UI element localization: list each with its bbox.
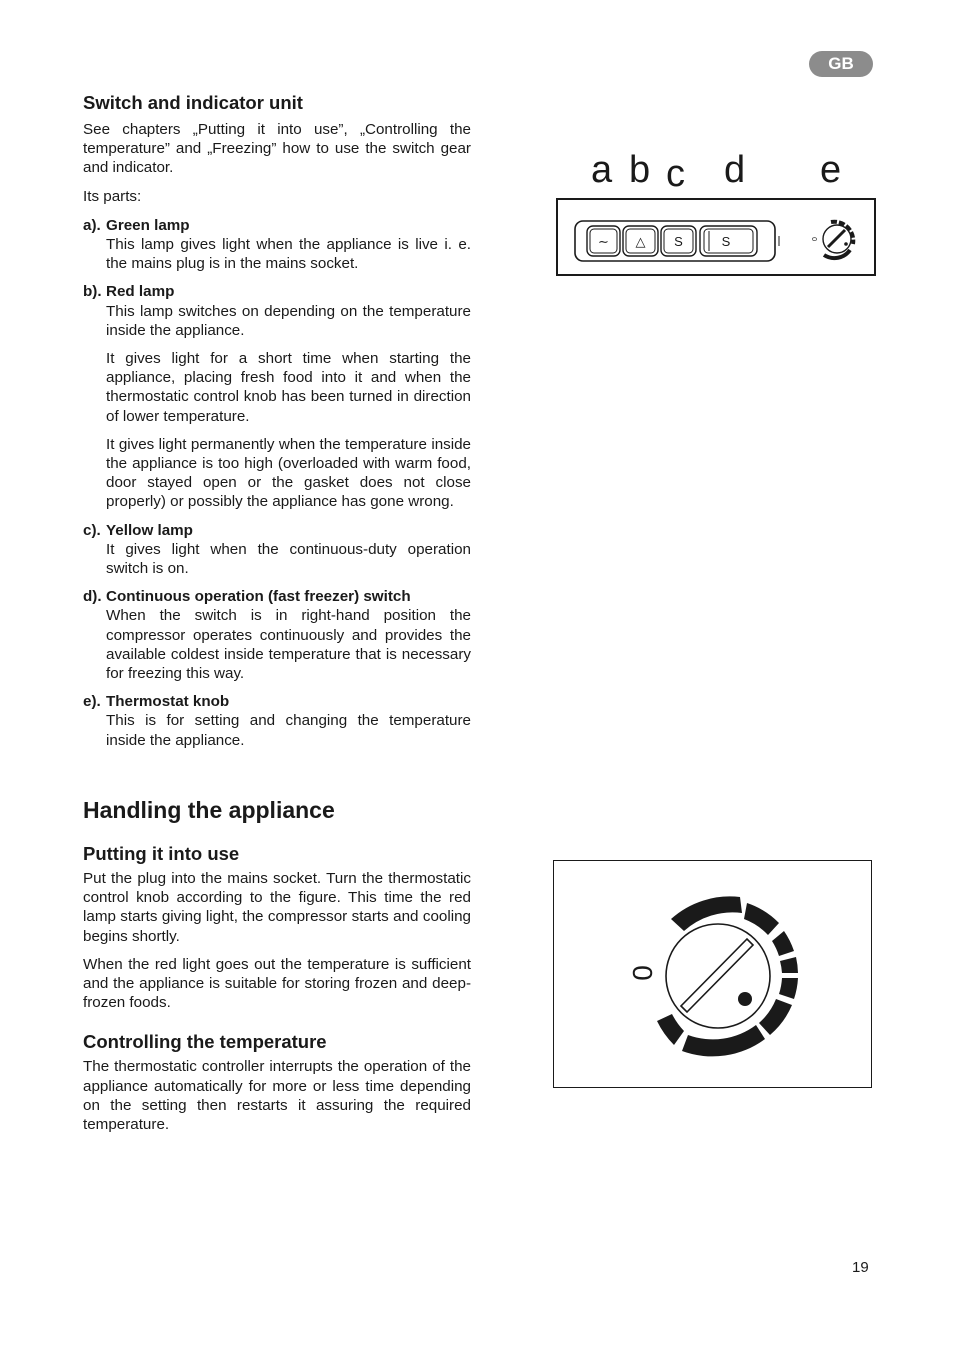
thermostat-dial-drawing [554,861,871,1087]
part-text: This lamp switches on depending on the temperature inside the appliance. [106,302,471,339]
callout-letter-e: e [820,149,842,191]
svg-text:∼: ∼ [598,235,609,250]
page-number: 19 [852,1259,869,1276]
part-label: d). [83,588,102,606]
putting-text: When the red light goes out the temperature is sufficient and the appliance is suitable for storing frozen and deep-frozen foods. [83,955,471,1012]
part-text: It gives light for a short time when starting the appliance, placing fresh food into it and when the thermostatic control knob has been turned in direction of lower temperature. [106,350,471,425]
part-text: When the switch is in right-hand position the compressor operates continuously and provides the available coldest inside temperature that is necessary for freezing this way. [106,607,471,683]
svg-text:△: △ [635,235,646,250]
part-title: Red lamp [106,283,175,301]
fast-freeze-switch [700,226,757,256]
part-label: c). [83,521,101,539]
subsection-title-putting: Putting it into use [83,843,240,864]
part-item-c [83,521,471,579]
part-item-b [83,282,471,511]
parts-label: Its parts: [83,187,142,205]
putting-text: Put the plug into the mains socket. Turn the thermostatic control knob according to the figure. This time the red lamp starts giving light, the compressor starts and cooling begins shortly. [83,870,471,945]
subsection-title-controlling: Controlling the temperature [83,1031,327,1053]
switch-section [83,92,471,750]
dial-zero-mark: 0 [627,965,658,981]
part-title: Green lamp [106,216,190,234]
dial-indicator-dot [738,992,752,1006]
part-label: e). [83,693,101,711]
part-text: This lamp gives light when the appliance is live i. e. the mains plug is in the mains socket. [106,236,471,273]
part-title: Yellow lamp [106,521,193,539]
language-badge: GB [809,51,873,77]
svg-text:S: S [721,234,731,249]
callout-letter-b: b [629,149,651,191]
part-label: a). [83,216,101,234]
handling-section [83,796,471,1134]
svg-text:S: S [674,234,683,249]
controlling-text: The thermostatic controller interrupts the operation of the appliance automatically for more or less time depending on the setting then restarts it assuring the required temperature. [83,1058,471,1134]
thermostat-dial-figure [553,860,872,1088]
part-label: b). [83,283,102,301]
callout-letter-a: a [591,149,613,191]
part-item-d [83,587,471,683]
control-panel-drawing [558,200,874,274]
part-title: Thermostat knob [106,693,230,711]
green-lamp-button [587,226,620,256]
part-text: This is for setting and changing the temperature inside the appliance. [106,712,471,749]
part-title: Continuous operation (fast freezer) switch [106,588,411,606]
control-panel-figure [556,198,876,276]
yellow-lamp-button [661,226,696,256]
callout-letter-d: d [724,149,746,191]
switch-intro: See chapters „Putting it into use”, „Controlling the temperature” and „Freezing” how to use the switch gear and indicator. [83,121,471,177]
section-title-handling: Handling the appliance [83,797,335,823]
svg-text:0: 0 [812,237,819,241]
part-text: It gives light when the continuous-duty operation switch is on. [106,540,471,578]
red-lamp-button [623,226,658,256]
callout-letter-c: c [666,153,685,195]
part-text: It gives light permanently when the temperature inside the appliance is too high (overloaded with warm food, door stayed open or the gasket does not close properly) or possibly the appliance has gone wrong. [106,435,471,511]
thermostat-knob-small [812,222,853,258]
part-item-e [83,692,471,750]
section-title-switch: Switch and indicator unit [83,92,303,113]
part-item-a [83,216,471,274]
